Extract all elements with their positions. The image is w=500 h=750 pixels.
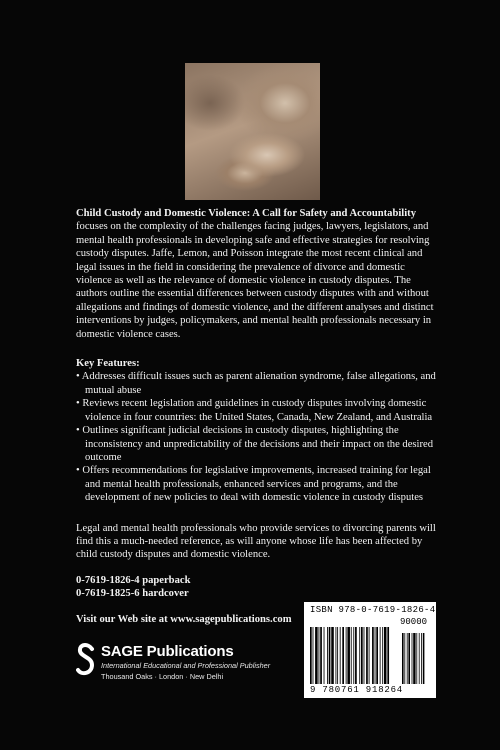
barcode-isbn: ISBN 978-0-7619-1826-4 xyxy=(310,605,436,615)
publisher-tagline: International Educational and Professional Publisher xyxy=(101,661,271,670)
list-item: • Offers recommendations for legislative improvements, increased training for legal and mental health professionals, enhanced services and programs, and the development of new policies to deal with domestic violence in custody disputes xyxy=(76,465,431,504)
publisher-name: SAGE Publications xyxy=(101,643,234,660)
publisher-block xyxy=(76,641,296,687)
list-item: • Reviews recent legislation and guidelines in custody disputes involving domestic violence in four countries: the United States, Canada, New Zealand, and Australia xyxy=(76,398,433,423)
edition-info xyxy=(76,574,438,601)
list-item: • Addresses difficult issues such as parent alienation syndrome, false allegations, and mutual abuse xyxy=(76,371,436,396)
book-title: Child Custody and Domestic Violence: A Call for Safety and Accountability xyxy=(76,208,417,219)
barcode-price-code: 90000 xyxy=(400,617,428,627)
key-features-list xyxy=(76,370,438,504)
website-text: Visit our Web site at www.sagepublications.com xyxy=(76,613,292,625)
key-features-heading: Key Features: xyxy=(76,358,140,370)
list-item: • Outlines significant judicial decisions in custody disputes, highlighting the inconsistency and unpredictability of the decisions and their impact on the desired outcome xyxy=(76,425,434,463)
barcode xyxy=(304,602,436,698)
publisher-cities: Thousand Oaks · London · New Delhi xyxy=(101,672,224,681)
isbn-hardcover: 0-7619-1825-6 hardcover xyxy=(76,588,189,600)
cover-photo-hands xyxy=(185,63,320,200)
closing-paragraph: Legal and mental health professionals who provide services to divorcing parents will find this a much-needed reference, as will anyone whose life has been affected by child custody disputes and domestic violence. xyxy=(76,522,436,561)
barcode-bars xyxy=(310,627,430,684)
back-cover-text xyxy=(76,207,438,626)
sage-logo-icon xyxy=(76,643,96,677)
description-body: focuses on the complexity of the challenges facing judges, lawyers, legislators, and mental health professionals in developing safe and effective strategies for resolving custody disputes. Jaffe, Lemon, and Poisson integrate the most recent clinical and legal issues in the field in considering the prevalence of divorce and domestic violence as well as the relevance of domestic violence in custody disputes. The authors outline the essential differences between custody disputes with and without allegations and findings of domestic violence, and the different analyses and distinct interventions by judges, policymakers, and mental health professionals necessary in domestic violence cases. xyxy=(76,221,434,340)
isbn-paperback: 0-7619-1826-4 paperback xyxy=(76,574,191,586)
barcode-number: 9 780761 918264 xyxy=(310,685,404,695)
description-paragraph xyxy=(76,207,438,341)
